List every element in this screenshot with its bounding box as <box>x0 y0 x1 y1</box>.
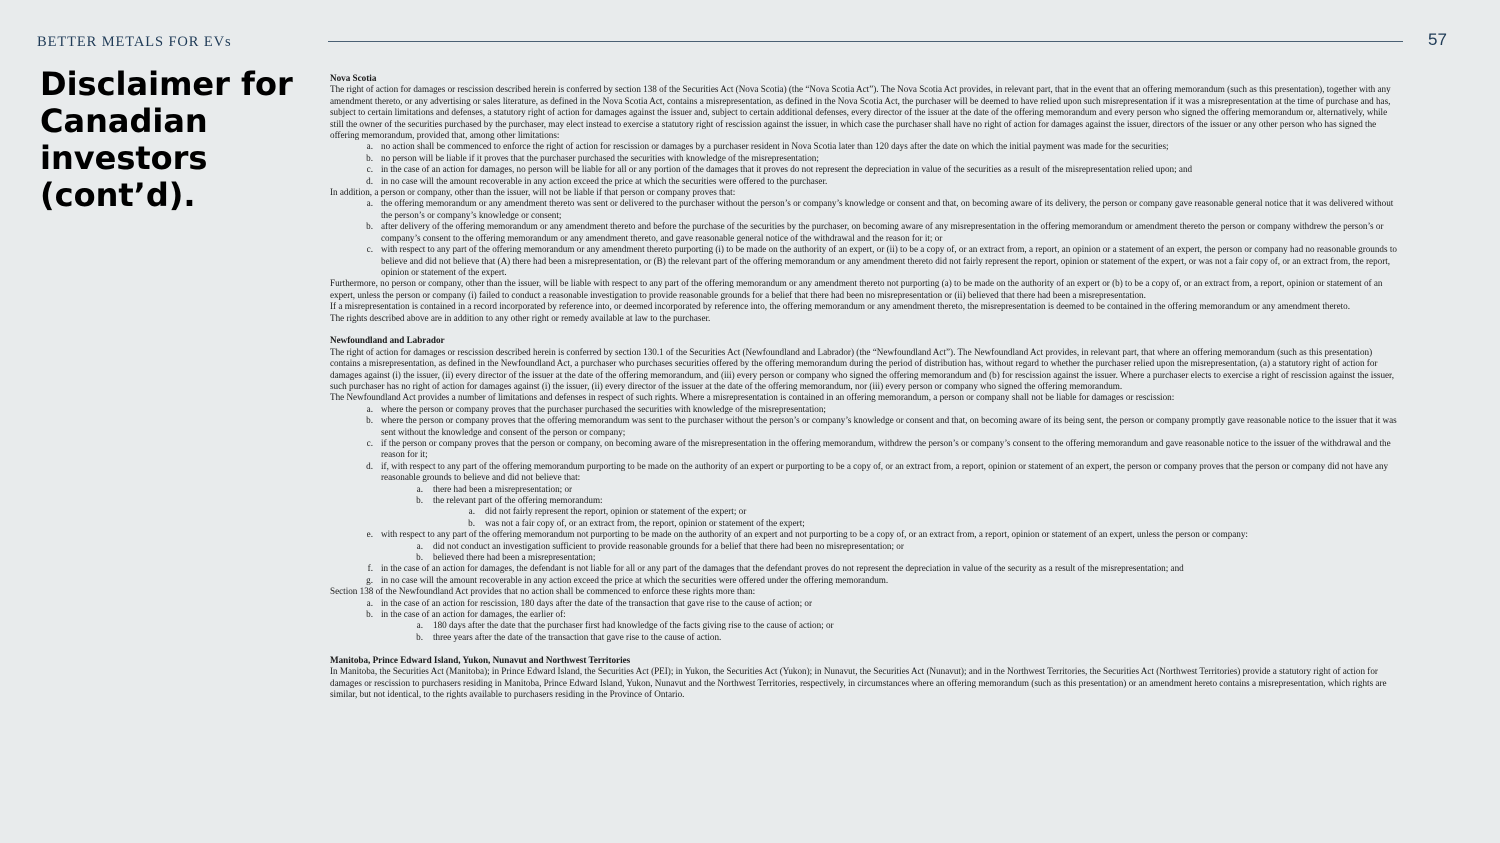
list-item: c. if the person or company proves that the person or company, on becoming aware of the misrepresentation in the offering memorandum, withdrew the person’s or company’s consent to the offering memorandum and gave reasonable notice to the issuer of the withdrawal and the reason for it; <box>366 437 1391 460</box>
list-item: g. in no case will the amount recoverable in any action exceed the price at which the securities were offered under the offering memorandum. <box>366 574 889 585</box>
manitoba-text: In Manitoba, the Securities Act (Manitoba); in Prince Edward Island, the Securities Act (PEI); in Yukon, the Securities Act (Yukon); in Nunavut, the Securities Act (Nunavut); and in the Northwest Territories, the Securities Act (Northwest Territories) provide a statutory right of action for damages or rescission to purchasers residing in Manitoba, Prince Edward Island, Yukon, Nunavut and the Northwest Territories, respectively, in circumstances where an offering memorandum (such as this presentation) or an amendment hereto contains a misrepresentation, which rights are similar, but not identical, to the rights available to purchasers residing in the Province of Ontario. <box>330 666 1387 699</box>
list-item: e. with respect to any part of the offering memorandum not purporting to be made on the authority of an expert and not purporting to be a copy of, or an extract from, a report, opinion or statement of an expert, unless the person or company: a. did not conduct an investigation sufficient to provide reasonable grounds for a belief that there had been no misrepresentation; or b. believed there had been a misrepresentation; <box>330 529 1402 563</box>
list-item: b. no person will be liable if it proves that the purchaser purchased the securities with knowledge of the misrepresentation; <box>366 152 819 163</box>
newfoundland-section-intro: Section 138 of the Newfoundland Act provides that no action shall be commenced to enforce these rights more than: <box>330 586 756 597</box>
list-item: a. there had been a misrepresentation; or <box>416 483 573 494</box>
list-item: b. the relevant part of the offering memorandum: a. did not fairly represent the report, opinion or statement of the expert; or b. was not a fair copy of, or an extract from, the report, opinion or statement of the expert; <box>415 495 1402 529</box>
list-item: d. if, with respect to any part of the offering memorandum purporting to be made on the authority of an expert or purporting to be a copy of, or an extract from, a report, opinion or statement of an expert, the person or company proves that the person or company did not have any reasonable grounds to believe and did not believe that: a. there had been a misrepresentation; or b. the relevant part of the offering memorandum: a. did not fairly represent the report, opinion or statement of the expert; or b. was not a fair copy of, or an extract from, the report, opinion or statement of the expert; <box>330 461 1402 529</box>
section-b-sublist <box>415 620 1402 643</box>
list-item: b. after delivery of the offering memorandum or any amendment thereto and before the purchase of the securities by the purchaser, on becoming aware of any misrepresentation in the offering memorandum or amendment thereto the person or company withdrew the person’s or company’s consent to the offering memorandum or any amendment thereto, and gave reasonable general notice of the withdrawal and the reason for it; or <box>366 221 1384 243</box>
list-item: b. believed there had been a misrepresentation; <box>416 552 596 563</box>
header-brand: BETTER METALS FOR EVs <box>37 34 232 50</box>
nova-scotia-addition-intro: In addition, a person or company, other than the issuer, will not be liable if that person or company proves that: <box>330 187 736 198</box>
list-item: b. where the person or company proves that the offering memorandum was sent to the purchaser without the person’s or company’s knowledge or consent and that, on becoming aware of its being sent, the person or company promptly gave reasonable notice to the issuer that it was sent without the knowledge and consent of the person or company; <box>366 415 1397 437</box>
list-item: a. did not conduct an investigation sufficient to provide reasonable grounds for a belief that there had been no misrepresentation; or <box>416 540 904 551</box>
nova-scotia-heading: Nova Scotia <box>330 73 377 83</box>
nova-scotia-addition-list <box>330 198 1402 278</box>
page-number: 57 <box>1428 30 1447 49</box>
nova-scotia-incorporated: If a misrepresentation is contained in a record incorporated by reference into, or deemed incorporated by reference into, the offering memorandum or any amendment thereto, the misrepresentation is deemed to be contained in the offering memorandum or any amendment thereto. <box>330 301 1351 312</box>
limit-d-sublist <box>415 484 1402 530</box>
limit-e-sublist <box>415 541 1402 564</box>
list-item: a. did not fairly represent the report, opinion or statement of the expert; or <box>468 506 747 517</box>
limit-d-b-sublist <box>467 506 1402 529</box>
list-item: a. the offering memorandum or any amendment thereto was sent or delivered to the purchaser without the person’s or company’s knowledge or consent and that, on becoming aware of its delivery, the person or company gave reasonable general notice that it was delivered without the person’s or company’s knowledge or consent; <box>366 198 1394 220</box>
nova-scotia-limitations <box>330 141 1402 187</box>
list-item: d. in no case will the amount recoverable in any action exceed the price at which the securities were offered to the purchaser. <box>366 175 828 186</box>
disclaimer-body <box>330 73 1402 700</box>
list-item: a. no action shall be commenced to enforce the right of action for rescission or damages by a purchaser resident in Nova Scotia later than 120 days after the date on which the initial payment was made for the securities; <box>366 141 1169 152</box>
nova-scotia-furthermore: Furthermore, no person or company, other than the issuer, will be liable with respect to any part of the offering memorandum or any amendment thereto not purporting (a) to be made on the authority of an expert or (b) to be a copy of, or an extract from, a report, opinion or statement of an expert, unless the person or company (i) failed to conduct a reasonable investigation to provide reasonable grounds for a belief that there had been no misrepresentation or (ii) believed that there had been a misrepresentation. <box>330 278 1383 300</box>
list-item: b. was not a fair copy of, or an extract from, the report, opinion or statement of the expert; <box>468 517 805 528</box>
list-item: b. three years after the date of the transaction that gave rise to the cause of action. <box>416 631 722 642</box>
manitoba-heading: Manitoba, Prince Edward Island, Yukon, Nunavut and Northwest Territories <box>330 654 631 665</box>
list-item: a. where the person or company proves that the purchaser purchased the securities with knowledge of the misrepresentation; <box>366 403 826 414</box>
newfoundland-heading: Newfoundland and Labrador <box>330 335 445 346</box>
newfoundland-intro: The right of action for damages or rescission described herein is conferred by section 130.1 of the Securities Act (Newfoundland and Labrador) (the “Newfoundland Act”). The Newfoundland Act provides, in relevant part, that where an offering memorandum (such as this presentation) contains a misrepresentation, as defined in the Newfoundland Act, a purchaser who purchases securities offered by the offering memorandum during the period of distribution has, without regard to whether the purchaser relied upon the misrepresentation, (a) a statutory right of action for damages against (i) the issuer, (ii) every director of the issuer at the date of the offering memorandum, and (iii) every person or company who signed the offering memorandum and (b) for rescission against the issuer. Where a purchaser elects to exercise a right of rescission against the issuer, such purchaser has no right of action for damages against (i) the issuer, (ii) every director of the issuer at the date of the offering memorandum, nor (iii) every person or company who signed the offering memorandum. <box>330 346 1395 391</box>
nova-scotia-rights: The rights described above are in addition to any other right or remedy available at law to the purchaser. <box>330 312 711 323</box>
list-item: f. in the case of an action for damages, the defendant is not liable for all or any part of the damages that the defendant proves do not represent the depreciation in value of the security as a result of the misrepresentation; and <box>367 563 1184 574</box>
newfoundland-limits <box>330 404 1402 587</box>
nova-scotia-intro: The right of action for damages or rescission described herein is conferred by section 138 of the Securities Act (Nova Scotia) (the “Nova Scotia Act”). The Nova Scotia Act provides, in relevant part, that in the event that an offering memorandum (such as this presentation), together with any amendment thereto, or any advertising or sales literature, as defined in the Nova Scotia Act, contains a misrepresentation, as defined in the Nova Scotia Act, the purchaser will be deemed to have relied upon such misrepresentation if it was a misrepresentation at the time of purchase and has, subject to certain limitations and defenses, a statutory right of action for damages against the issuer and, subject to certain additional defenses, every director of the issuer at the date of the offering memorandum and every person who signed the offering memorandum or, alternatively, while still the owner of the securities purchased by the purchaser, may elect instead to exercise a statutory right of rescission against the issuer, in which case the purchaser shall have no right of action for damages against the issuer, directors of the issuer or any other person who has signed the offering memorandum, provided that, among other limitations: <box>330 84 1391 141</box>
list-item: c. in the case of an action for damages, no person will be liable for all or any portion of the damages that it proves do not represent the depreciation in value of the securities as a result of the misrepresentation relied upon; and <box>366 164 1193 175</box>
list-item: a. 180 days after the date that the purchaser first had knowledge of the facts giving rise to the cause of action; or <box>416 620 834 631</box>
newfoundland-section-list <box>330 598 1402 644</box>
list-item: a. in the case of an action for rescission, 180 days after the date of the transaction that gave rise to the cause of action; or <box>366 597 812 608</box>
page-title: Disclaimer for Canadian investors (cont’d). <box>40 65 293 214</box>
newfoundland-limits-intro: The Newfoundland Act provides a number of limitations and defenses in respect of such rights. Where a misrepresentation is contained in an offering memorandum, a person or company shall not be liable for damages or rescission: <box>330 392 1175 403</box>
header-divider <box>328 41 1403 42</box>
list-item: b. in the case of an action for damages, the earlier of: a. 180 days after the date that the purchaser first had knowledge of the facts giving rise to the cause of action; or b. three years after the date of the transaction that gave rise to the cause of action. <box>330 609 1402 643</box>
list-item: c. with respect to any part of the offering memorandum or any amendment thereto purporting (i) to be made on the authority of an expert, or (ii) to be a copy of, or an extract from, a report, an opinion or a statement of an expert, the person or company had no reasonable grounds to believe and did not believe that (A) there had been a misrepresentation, or (B) the relevant part of the offering memorandum or any amendment thereto did not fairly represent the report, opinion or statement of the expert, or was not a fair copy of, or an extract from, the report, opinion or statement of the expert. <box>366 244 1397 277</box>
